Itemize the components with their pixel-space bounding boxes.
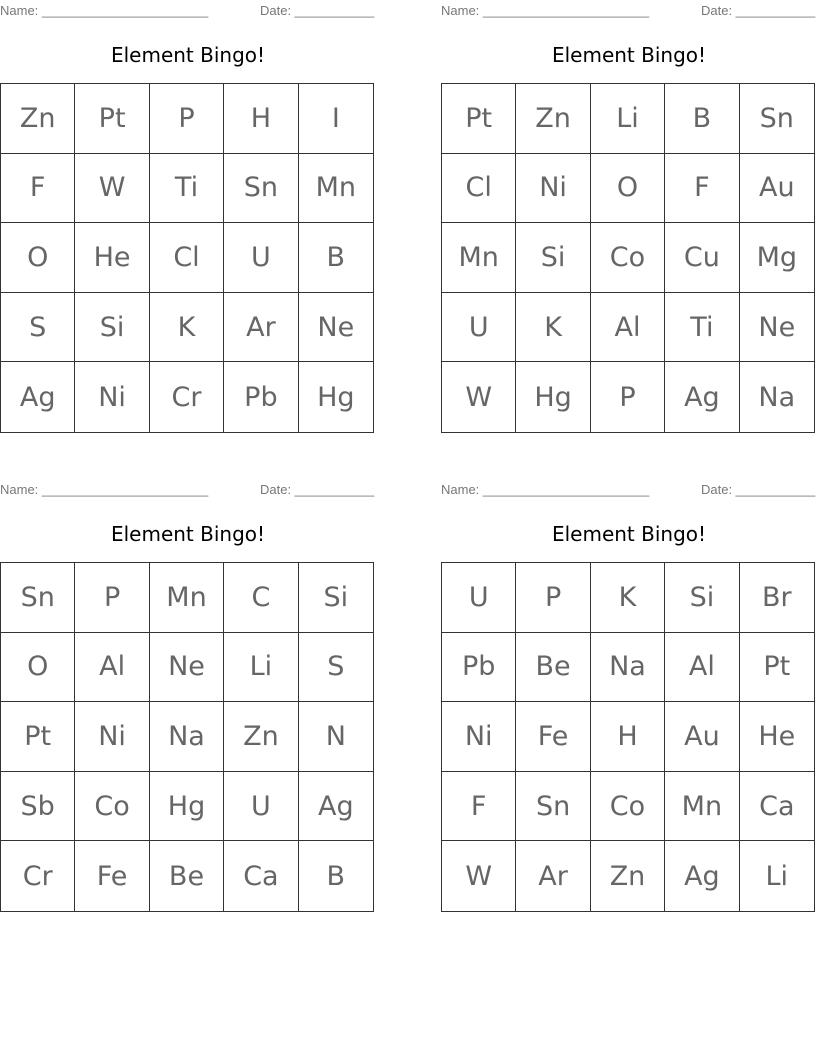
bingo-cell: Cr — [150, 362, 224, 432]
date-field: Date: ___________ — [260, 3, 375, 18]
bingo-cell: Pb — [442, 633, 516, 703]
bingo-card — [441, 0, 816, 440]
bingo-cell: Mg — [740, 223, 814, 293]
card-header-fields — [441, 0, 816, 20]
bingo-cell: B — [299, 223, 373, 293]
bingo-cell: Si — [75, 293, 149, 363]
bingo-cell: Ni — [75, 702, 149, 772]
bingo-cell: Ni — [75, 362, 149, 432]
bingo-cell: Ne — [299, 293, 373, 363]
bingo-cell: Pt — [1, 702, 75, 772]
bingo-cell: Zn — [224, 702, 298, 772]
bingo-cell: U — [442, 563, 516, 633]
bingo-cell: K — [516, 293, 590, 363]
bingo-cell: Mn — [442, 223, 516, 293]
bingo-cell: P — [591, 362, 665, 432]
bingo-cell: K — [591, 563, 665, 633]
bingo-cell: Au — [740, 154, 814, 224]
card-title: Element Bingo! — [551, 522, 707, 546]
bingo-cell: U — [224, 772, 298, 842]
bingo-cell: Ag — [665, 841, 739, 911]
bingo-cell: W — [75, 154, 149, 224]
bingo-cell: Na — [591, 633, 665, 703]
bingo-cell: H — [224, 84, 298, 154]
bingo-cell: Pb — [224, 362, 298, 432]
bingo-cell: Sn — [516, 772, 590, 842]
bingo-cell: Al — [665, 633, 739, 703]
bingo-card — [0, 0, 376, 440]
card-title: Element Bingo! — [551, 43, 707, 67]
bingo-cell: S — [1, 293, 75, 363]
bingo-cell: Pt — [740, 633, 814, 703]
bingo-cell: F — [442, 772, 516, 842]
bingo-cell: W — [442, 841, 516, 911]
bingo-cell: Mn — [665, 772, 739, 842]
bingo-cell: Mn — [150, 563, 224, 633]
bingo-cell: Li — [224, 633, 298, 703]
bingo-cell: Ca — [740, 772, 814, 842]
bingo-cell: Cl — [150, 223, 224, 293]
name-field: Name: _______________________ — [0, 3, 209, 18]
bingo-cell: C — [224, 563, 298, 633]
bingo-cell: Na — [150, 702, 224, 772]
bingo-cell: Na — [758, 381, 796, 413]
card-header-fields — [0, 479, 376, 499]
bingo-cell: Hg — [317, 381, 355, 413]
bingo-cell: Ne — [150, 633, 224, 703]
bingo-cell: Br — [740, 563, 814, 633]
bingo-card — [441, 479, 816, 919]
bingo-cell: P — [516, 563, 590, 633]
bingo-cell: Ag — [299, 772, 373, 842]
bingo-cell: O — [1, 633, 75, 703]
bingo-cell: Sb — [1, 772, 75, 842]
name-field: Name: _______________________ — [441, 3, 650, 18]
bingo-cell: Co — [591, 223, 665, 293]
bingo-cell: Fe — [516, 702, 590, 772]
bingo-cell: Ti — [150, 154, 224, 224]
bingo-cell: Zn — [516, 84, 590, 154]
bingo-cell: Mn — [299, 154, 373, 224]
bingo-cell: He — [75, 223, 149, 293]
bingo-grid — [0, 562, 374, 912]
bingo-cell: B — [326, 860, 346, 892]
bingo-cell: Fe — [75, 841, 149, 911]
bingo-cell: S — [299, 633, 373, 703]
bingo-cell: Ni — [442, 702, 516, 772]
bingo-cell: Zn — [1, 84, 75, 154]
bingo-cell: O — [591, 154, 665, 224]
bingo-cell: Zn — [591, 841, 665, 911]
bingo-cell: Ca — [224, 841, 298, 911]
bingo-cell: He — [740, 702, 814, 772]
bingo-cell: Hg — [150, 772, 224, 842]
bingo-grid — [0, 83, 374, 433]
bingo-cell: Co — [75, 772, 149, 842]
card-title: Element Bingo! — [110, 522, 266, 546]
bingo-cell: Si — [665, 563, 739, 633]
bingo-cell: B — [665, 84, 739, 154]
bingo-cell: Cl — [442, 154, 516, 224]
bingo-cell: P — [150, 84, 224, 154]
date-field: Date: ___________ — [701, 3, 816, 18]
bingo-cell: H — [591, 702, 665, 772]
bingo-cell: Sn — [224, 154, 298, 224]
bingo-cell: Ni — [516, 154, 590, 224]
bingo-cell: P — [75, 563, 149, 633]
bingo-cell: Sn — [1, 563, 75, 633]
bingo-cell: Ti — [665, 293, 739, 363]
bingo-cell: Co — [591, 772, 665, 842]
bingo-cell: Cu — [665, 223, 739, 293]
bingo-cell: N — [299, 702, 373, 772]
bingo-cell: U — [442, 293, 516, 363]
bingo-cell: U — [224, 223, 298, 293]
bingo-cell: Ne — [740, 293, 814, 363]
bingo-cell: Ag — [1, 362, 75, 432]
card-header-fields — [441, 479, 816, 499]
bingo-cell: Pt — [442, 84, 516, 154]
bingo-cell: Ar — [224, 293, 298, 363]
bingo-cell: F — [1, 154, 75, 224]
bingo-cell: Hg — [516, 362, 590, 432]
bingo-cell: Al — [75, 633, 149, 703]
bingo-grid — [441, 562, 815, 912]
bingo-cell: F — [665, 154, 739, 224]
date-field: Date: ___________ — [260, 482, 375, 497]
bingo-cell: Sn — [740, 84, 814, 154]
bingo-cell: W — [442, 362, 516, 432]
bingo-cell: K — [150, 293, 224, 363]
bingo-cell: Be — [516, 633, 590, 703]
bingo-cell: Cr — [1, 841, 75, 911]
bingo-cell: Si — [299, 563, 373, 633]
bingo-cell: Au — [665, 702, 739, 772]
bingo-cell: Li — [591, 84, 665, 154]
bingo-cell: I — [299, 84, 373, 154]
bingo-cell: Be — [150, 841, 224, 911]
card-title: Element Bingo! — [110, 43, 266, 67]
bingo-cell: Li — [765, 860, 789, 892]
bingo-cell: Ar — [516, 841, 590, 911]
bingo-cell: Si — [516, 223, 590, 293]
bingo-cell: Ag — [665, 362, 739, 432]
bingo-grid — [441, 83, 815, 433]
bingo-cell: Pt — [75, 84, 149, 154]
name-field: Name: _______________________ — [0, 482, 209, 497]
bingo-card — [0, 479, 376, 919]
name-field: Name: _______________________ — [441, 482, 650, 497]
bingo-cell: Al — [591, 293, 665, 363]
bingo-cell: O — [1, 223, 75, 293]
date-field: Date: ___________ — [701, 482, 816, 497]
card-header-fields — [0, 0, 376, 20]
